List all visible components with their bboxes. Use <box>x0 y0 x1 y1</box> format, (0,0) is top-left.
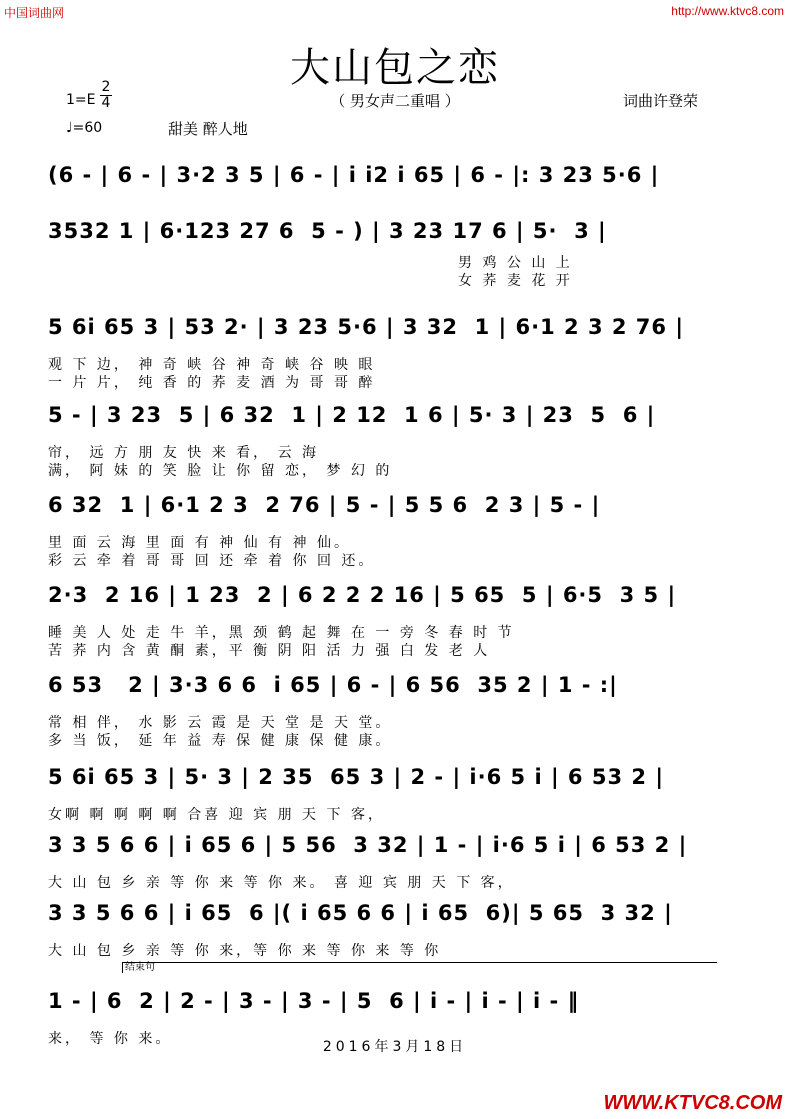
notation-line: 3 3 5 6 6 | i 65 6 |( i 65 6 6 | i 65 6)| 5 65 3 32 | <box>48 901 673 925</box>
lyric-line: 大 山 包 乡 亲 等 你 来，等 你 来 等 你 来 等 你 <box>48 943 442 959</box>
lyric-line: 里 面 云 海 里 面 有 神 仙 有 神 仙。 <box>48 535 351 551</box>
notation-line: 6 32 1 | 6·1 2 3 2 76 | 5 - | 5 5 6 2 3 | 5 - | <box>48 493 601 517</box>
notation-line: 5 - | 3 23 5 | 6 32 1 | 2 12 1 6 | 5· 3 | 23 5 6 | <box>48 403 656 427</box>
time-signature-bottom: 4 <box>101 95 111 111</box>
key-signature: 1=E <box>66 92 96 108</box>
composition-date: 2016年3月18日 <box>322 1039 468 1055</box>
time-signature <box>100 80 112 111</box>
time-signature-top: 2 <box>101 79 111 95</box>
lyric-line: 多 当 饭， 延 年 益 寿 保 健 康 保 健 康。 <box>48 733 393 749</box>
watermark-top-right: http://www.ktvc8.com <box>671 4 784 18</box>
notation-line: 5 6i 65 3 | 53 2· | 3 23 5·6 | 3 32 1 | 6·1 2 3 2 76 | <box>48 315 685 339</box>
lyric-line: 满， 阿 妹 的 笑 脸 让 你 留 恋， 梦 幻 的 <box>48 463 393 479</box>
lyric-line: 来， 等 你 来。 <box>48 1031 173 1047</box>
song-author: 词曲许登荣 <box>622 92 698 110</box>
lyric-line: 女啊 啊 啊 啊 啊 合喜 迎 宾 朋 天 下 客， <box>48 807 385 823</box>
lyric-line: 彩 云 牵 着 哥 哥 回 还 牵 着 你 回 还。 <box>48 553 376 569</box>
lyric-line: 睡 美 人 处 走 牛 羊，黑 颈 鹤 起 舞 在 一 旁 冬 春 时 节 <box>48 625 515 641</box>
watermark-bottom: WWW.KTVC8.COM <box>603 1092 782 1114</box>
watermark-top-left: 中国词曲网 <box>4 6 65 20</box>
lyric-line: 男 鸡 公 山 上 <box>458 255 573 271</box>
song-subtitle: （ 男女声二重唱 ） <box>330 92 460 110</box>
notation-line: 3532 1 | 6·123 27 6 5 - ) | 3 23 17 6 | 5· 3 | <box>48 219 607 243</box>
expression-marking: 甜美 醉人地 <box>168 120 248 138</box>
tempo-marking: ♩=60 <box>66 120 103 136</box>
ending-section-label: 结束句 <box>122 962 717 973</box>
notation-line: (6 - | 6 - | 3·2 3 5 | 6 - | i i2 i 65 | 6 - |: 3 23 5·6 | <box>48 163 660 187</box>
lyric-line: 大 山 包 乡 亲 等 你 来 等 你 来。 喜 迎 宾 朋 天 下 客， <box>48 875 515 891</box>
notation-line: 6 53 2 | 3·3 6 6 i 65 | 6 - | 6 56 35 2 | 1 - :| <box>48 673 618 697</box>
notation-line: 1 - | 6 2 | 2 - | 3 - | 3 - | 5 6 | i - | i - | i - ‖ <box>48 989 580 1013</box>
lyric-line: 帘， 远 方 朋 友 快 来 看， 云 海 <box>48 445 320 461</box>
lyric-line: 苦 荞 内 含 黄 酮 素，平 衡 阴 阳 活 力 强 白 发 老 人 <box>48 643 491 659</box>
notation-line: 2·3 2 16 | 1 23 2 | 6 2 2 2 16 | 5 65 5 | 6·5 3 5 | <box>48 583 677 607</box>
song-title: 大山包之恋 <box>290 45 500 91</box>
lyric-line: 观 下 边， 神 奇 峡 谷 神 奇 峡 谷 映 眼 <box>48 357 376 373</box>
lyric-line: 常 相 伴， 水 影 云 霞 是 天 堂 是 天 堂。 <box>48 715 393 731</box>
lyric-line: 一 片 片， 纯 香 的 荞 麦 酒 为 哥 哥 醉 <box>48 375 376 391</box>
notation-line: 3 3 5 6 6 | i 65 6 | 5 56 3 32 | 1 - | i·6 5 i | 6 53 2 | <box>48 833 688 857</box>
notation-line: 5 6i 65 3 | 5· 3 | 2 35 65 3 | 2 - | i·6 5 i | 6 53 2 | <box>48 765 664 789</box>
lyric-line: 女 荞 麦 花 开 <box>458 273 573 289</box>
